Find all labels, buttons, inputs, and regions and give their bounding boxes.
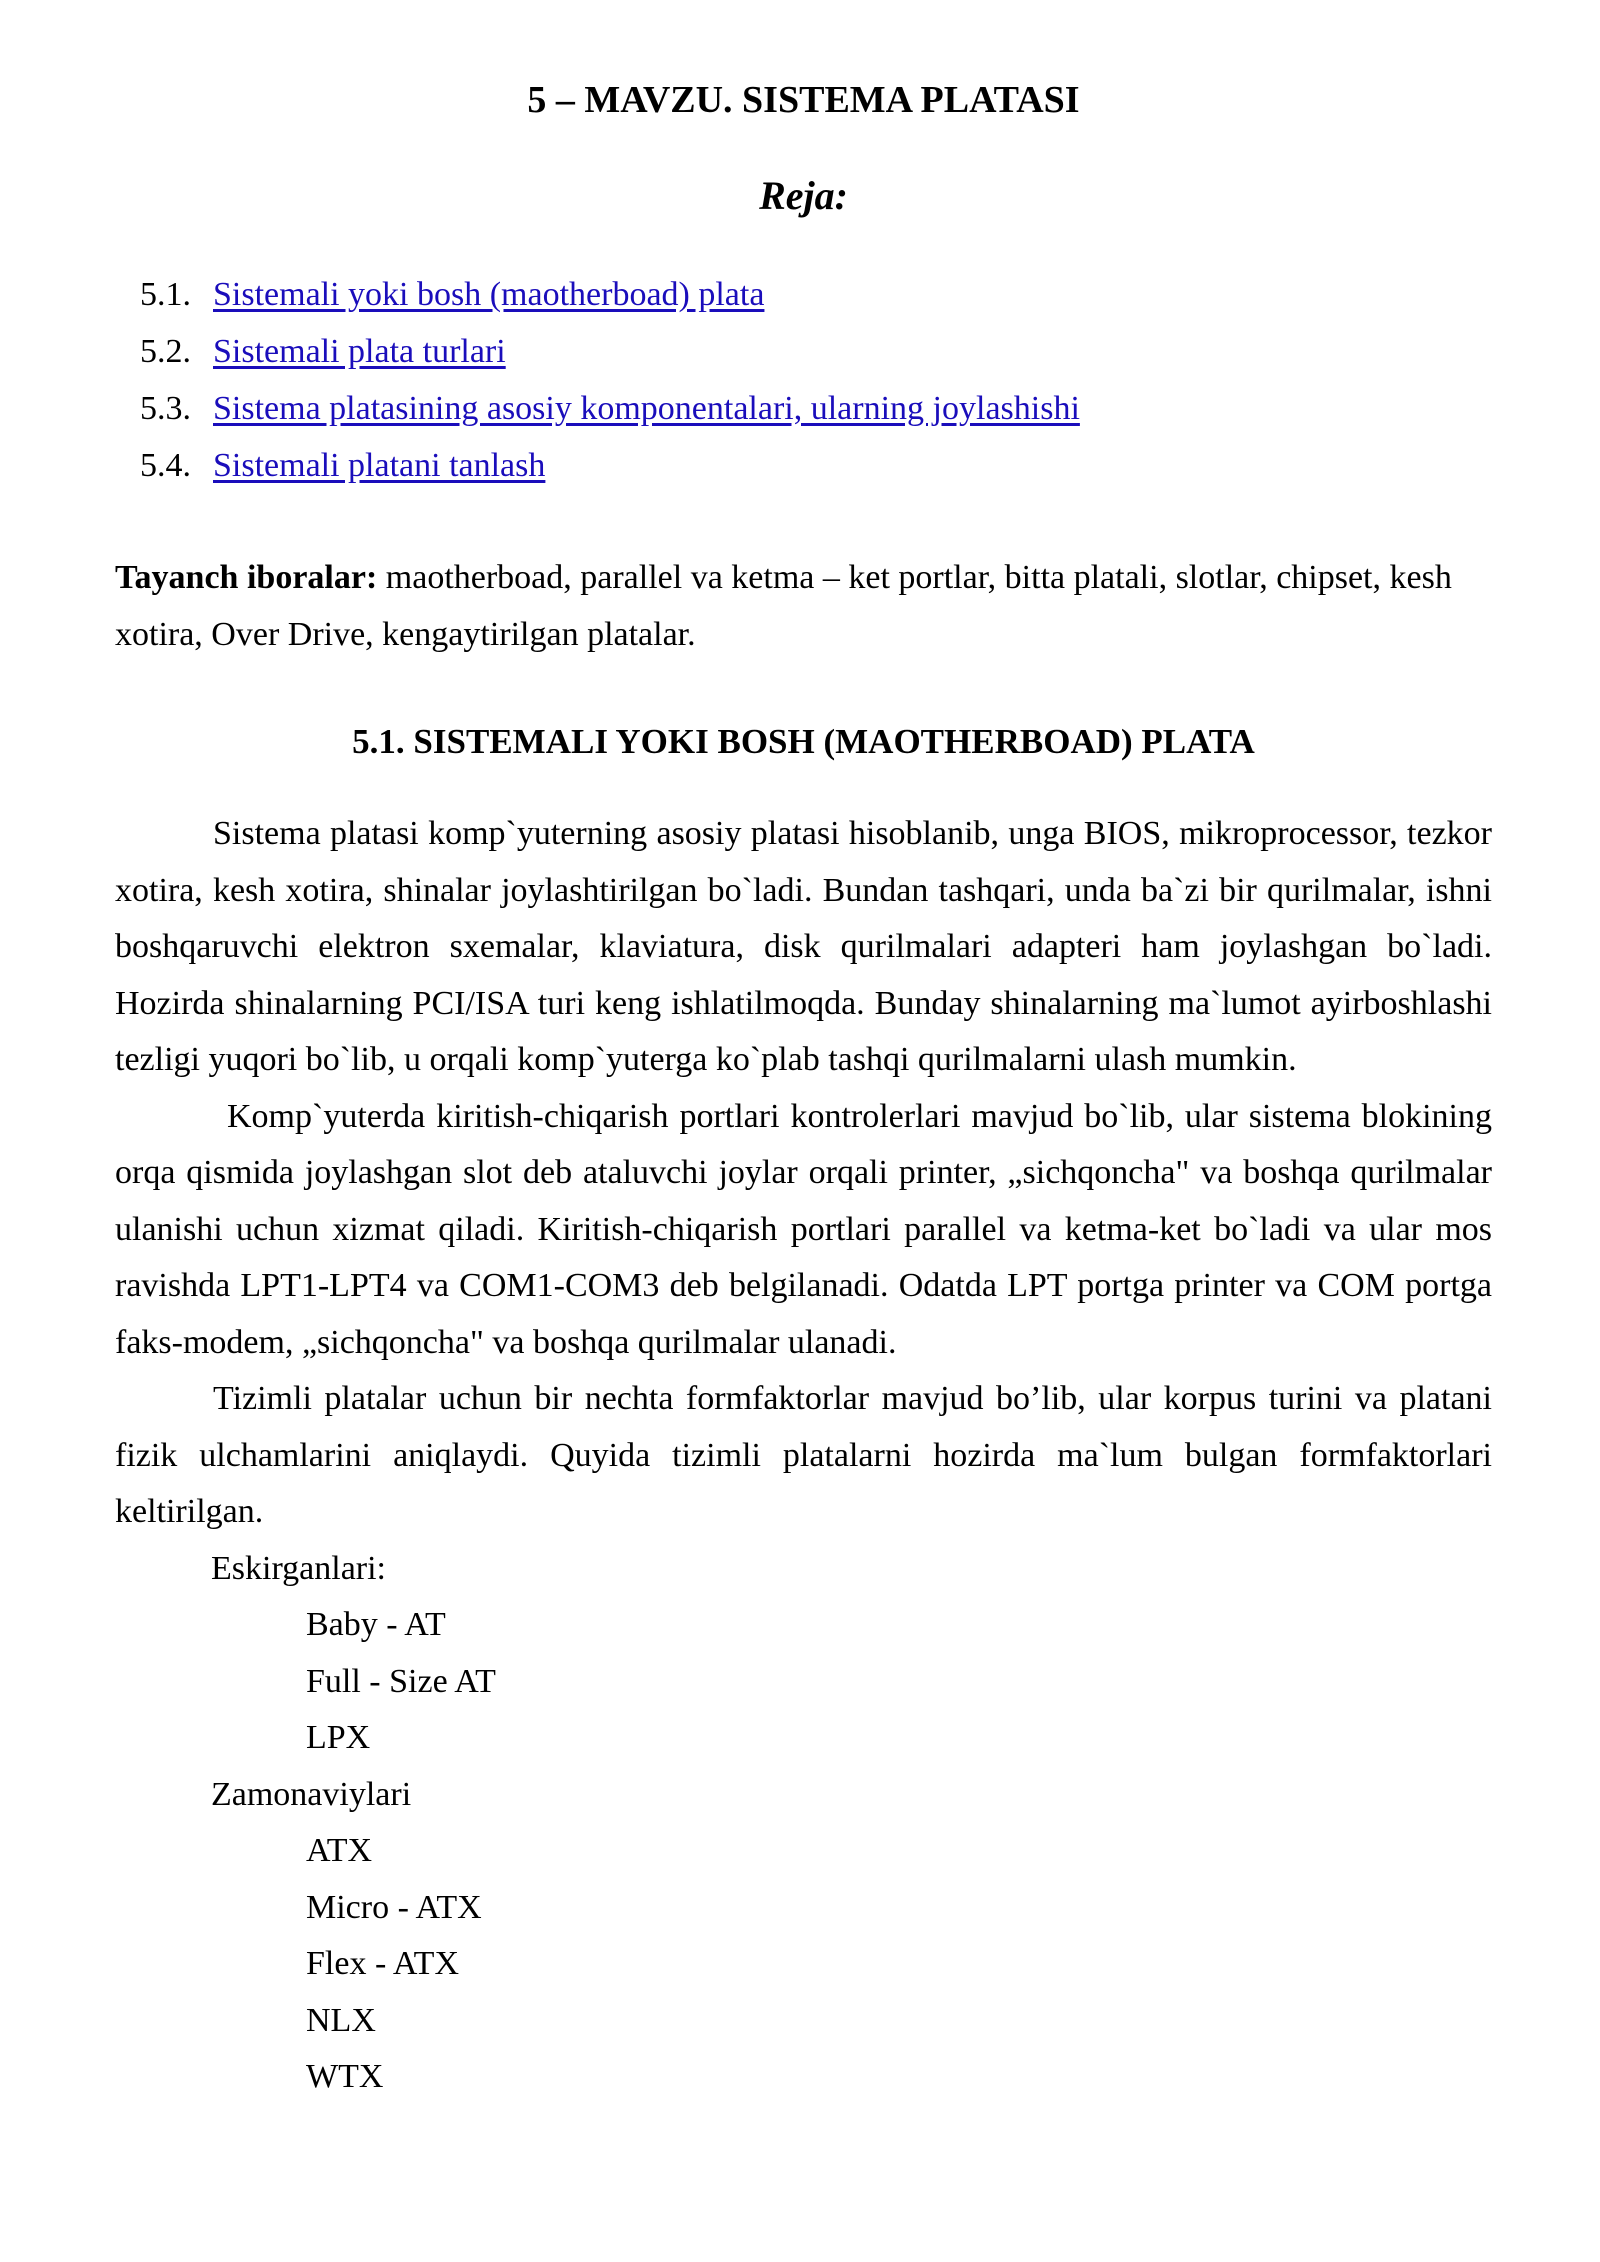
plan-link-5-2[interactable]: Sistemali plata turlari bbox=[213, 333, 506, 370]
paragraph-3: Tizimli platalar uchun bir nechta formfaktorlar mavjud bo’lib, ular korpus turini va platani fizik ulchamlarini aniqlaydi. Quyida tizimli platalarni hozirda ma`lum bulgan formfaktorlari keltirilgan. bbox=[115, 1380, 1492, 1530]
plan-link-5-4[interactable]: Sistemali platani tanlash bbox=[213, 447, 546, 484]
plan-item bbox=[140, 323, 1080, 380]
modern-label: Zamonaviylari bbox=[211, 1775, 412, 1813]
paragraph-1: Sistema platasi komp`yuterning asosiy platasi hisoblanib, unga BIOS, mikroprocessor, tezkor xotira, kesh xotira, shinalar joylashtirilgan bo`ladi. Bundan tashqari, unda ba`zi bir qurilmalar, ishni boshqaruvchi elektron sxemalar, klaviatura, disk qurilmalari adapteri ham joylashgan bo`ladi. Hozirda shinalarning PCI/ISA turi keng ishlatilmoqda. Bunday shinalarning ma`lumot ayirboshlashi tezligi yuqori bo`lib, u orqali komp`yuterga ko`plab tashqi qurilmalarni ulash mumkin. bbox=[115, 815, 1492, 1078]
obsolete-item: Baby - AT bbox=[306, 1606, 446, 1643]
plan-heading: Reja: bbox=[759, 173, 848, 218]
obsolete-item: LPX bbox=[306, 1719, 371, 1756]
plan-link-5-1[interactable]: Sistemali yoki bosh (maotherboad) plata bbox=[213, 276, 765, 313]
plan-item-number: 5.3. bbox=[140, 390, 191, 427]
modern-item: Flex - ATX bbox=[306, 1945, 459, 1982]
paragraph-2: Komp`yuterda kiritish-chiqarish portlari kontrolerlari mavjud bo`lib, ular sistema blokining orqa qismida joylashgan slot deb ataluvchi joylar orqali printer, „sichqoncha" va boshqa qurilmalar ulanishi uchun xizmat qiladi. Kiritish-chiqarish portlari parallel va ketma-ket bo`ladi va ular mos ravishda LPT1-LPT4 va COM1-COM3 deb belgilanadi. Odatda LPT portga printer va COM portga faks-modem, „sichqoncha" va boshqa qurilmalar ulanadi. bbox=[115, 1097, 1492, 1361]
keywords-label: Tayanch iboralar: bbox=[115, 559, 378, 596]
keywords-text: maotherboad, parallel va ketma – ket portlar, bitta platali, slotlar, chipset, kesh xotira, Over Drive, kengaytirilgan platalar. bbox=[115, 559, 1452, 653]
plan-item bbox=[140, 266, 1080, 323]
plan-item-number: 5.1. bbox=[140, 276, 191, 313]
section-heading: 5.1. SISTEMALI YOKI BOSH (MAOTHERBOAD) PLATA bbox=[352, 722, 1255, 761]
page-title: 5 – MAVZU. SISTEMA PLATASI bbox=[527, 79, 1080, 121]
plan-link-5-3[interactable]: Sistema platasining asosiy komponentalari, ularning joylashishi bbox=[213, 390, 1080, 427]
body-text bbox=[115, 806, 1492, 2106]
plan-item-number: 5.2. bbox=[140, 333, 191, 370]
plan-item bbox=[140, 380, 1080, 437]
plan-list bbox=[140, 266, 1080, 494]
plan-item-number: 5.4. bbox=[140, 447, 191, 484]
modern-item: Micro - ATX bbox=[306, 1888, 482, 1926]
keywords-paragraph bbox=[115, 549, 1492, 663]
modern-item: ATX bbox=[306, 1832, 373, 1869]
modern-item: NLX bbox=[306, 2001, 376, 2039]
obsolete-label: Eskirganlari: bbox=[211, 1549, 386, 1587]
obsolete-item: Full - Size AT bbox=[306, 1662, 496, 1700]
plan-item bbox=[140, 437, 1080, 494]
modern-item: WTX bbox=[306, 2058, 384, 2095]
